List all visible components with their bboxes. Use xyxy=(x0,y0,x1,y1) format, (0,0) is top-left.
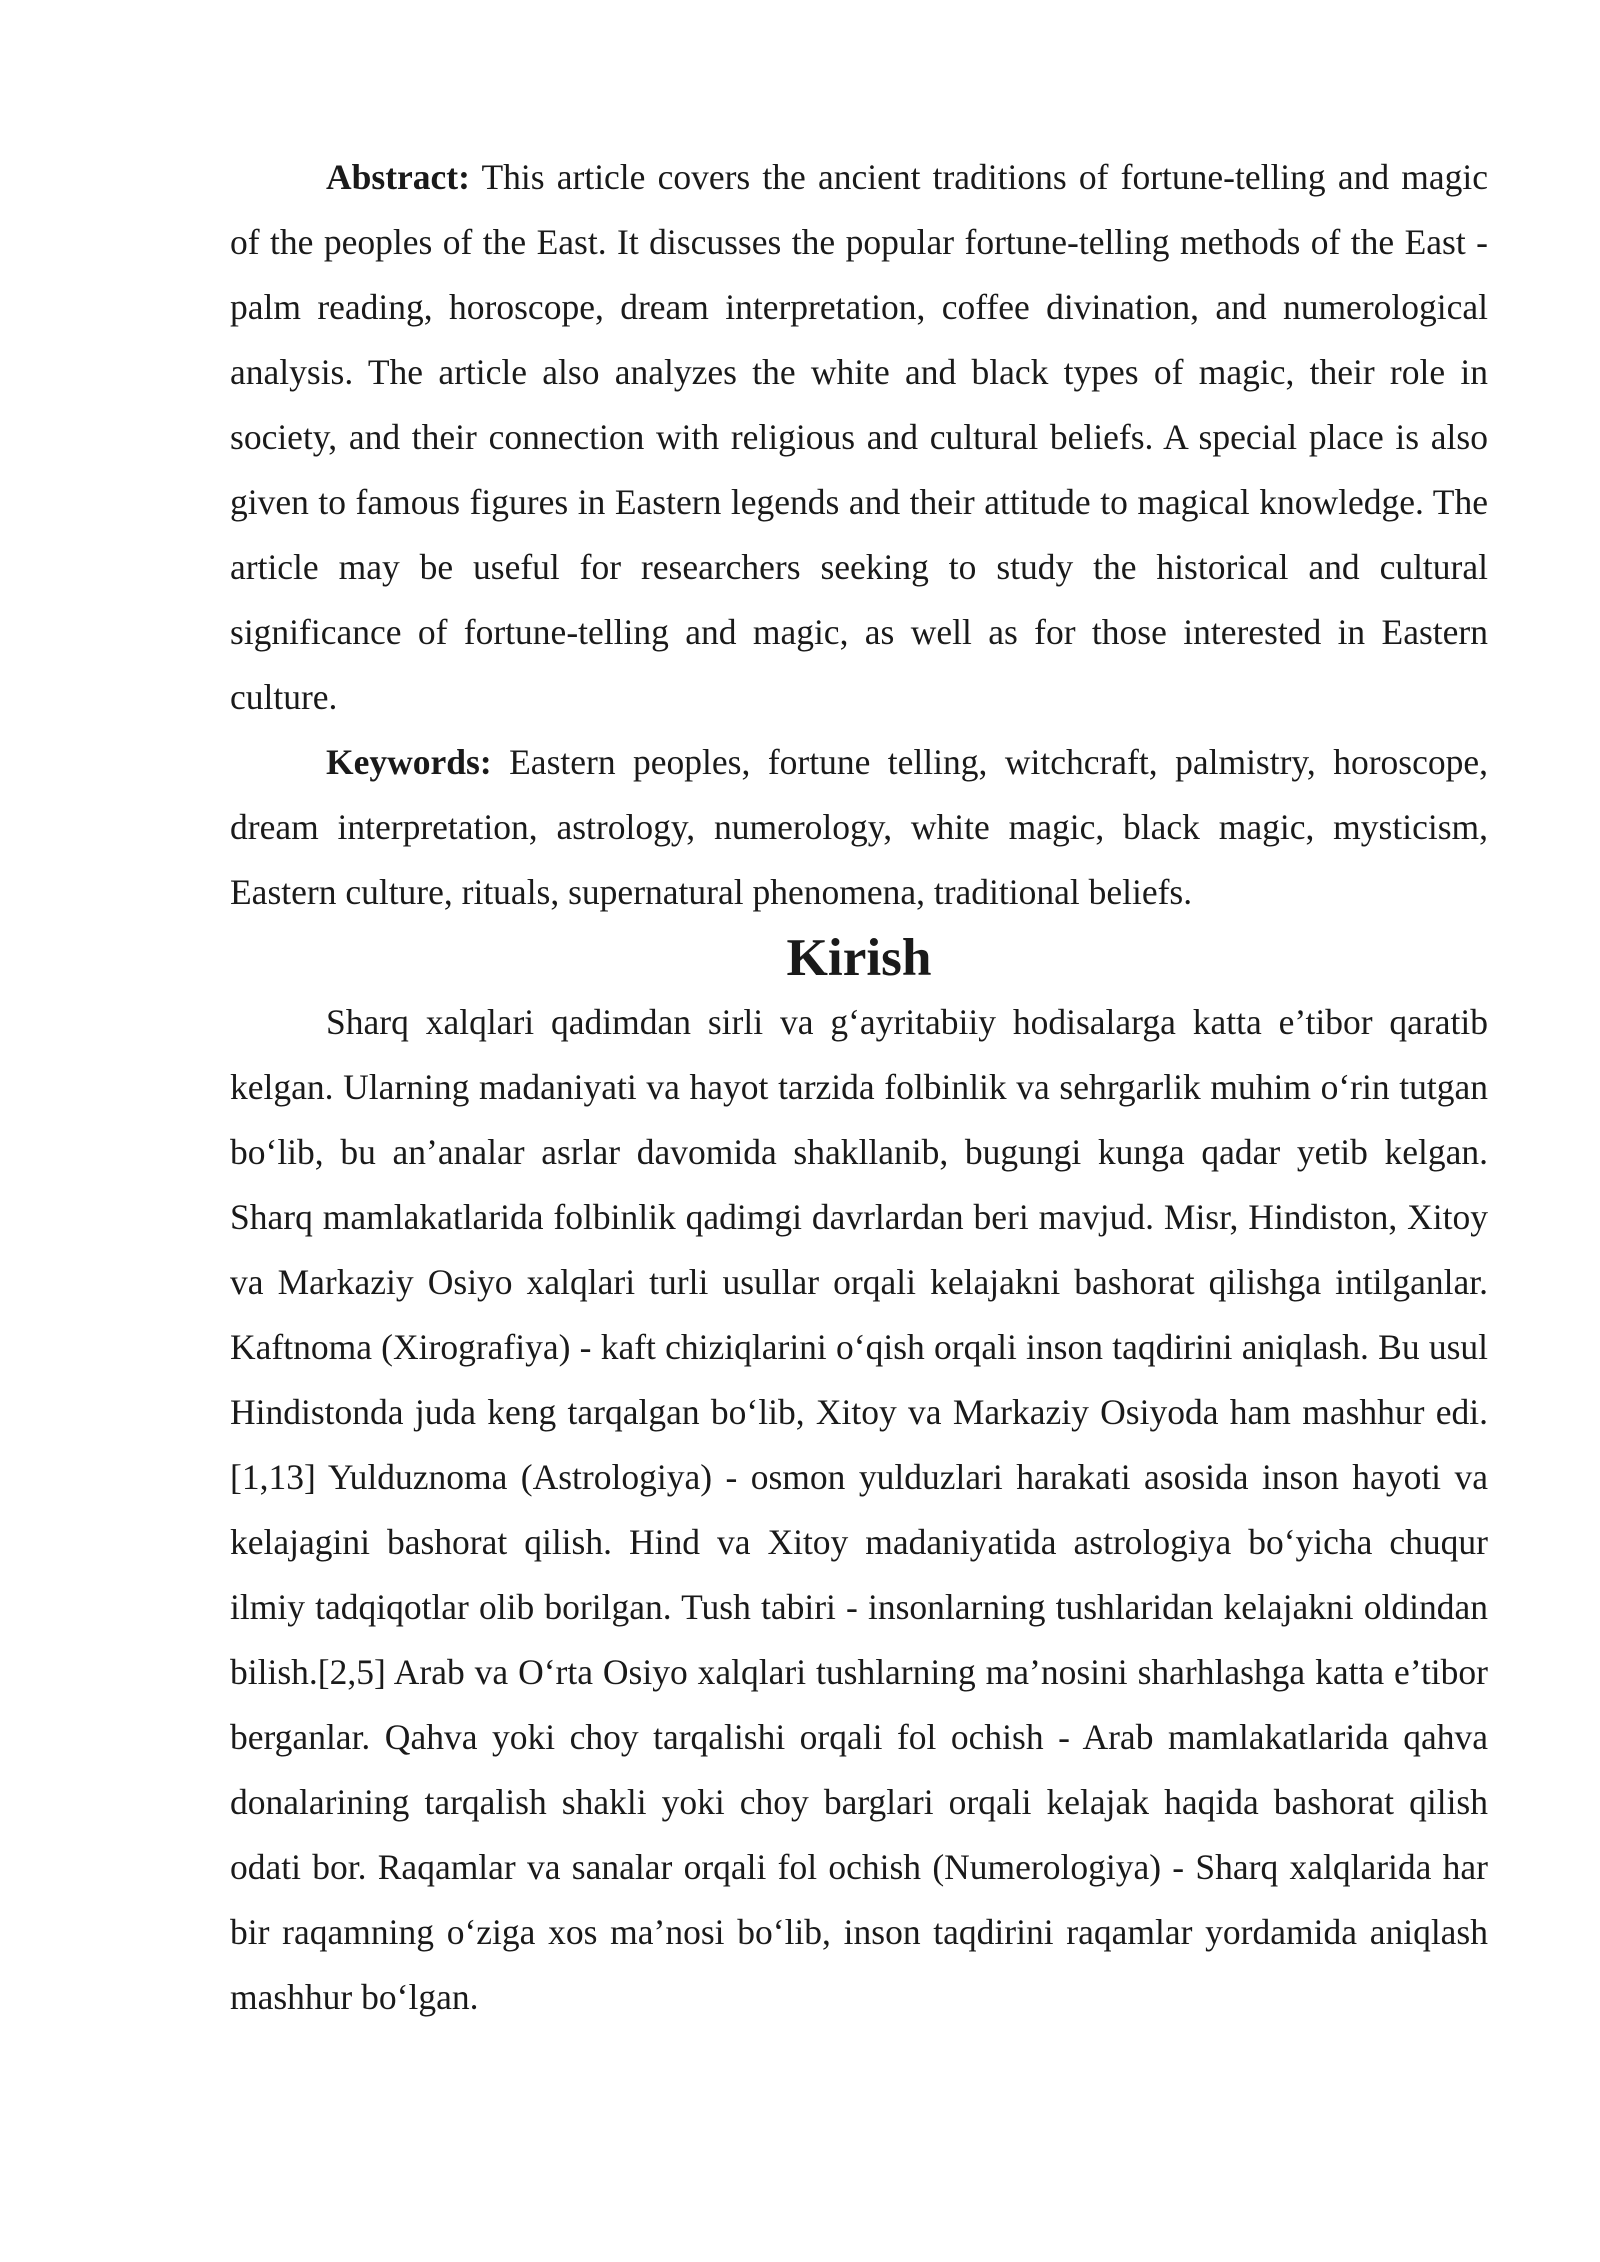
document-page xyxy=(230,145,1488,2030)
abstract-text: This article covers the ancient traditions of fortune-telling and magic of the peoples of the East. It discusses the popular fortune-telling methods of the East - palm reading, horoscope, dream interpretation, coffee divination, and numerological analysis. The article also analyzes the white and black types of magic, their role in society, and their connection with religious and cultural beliefs. A special place is also given to famous figures in Eastern legends and their attitude to magical knowledge. The article may be useful for researchers seeking to study the historical and cultural significance of fortune-telling and magic, as well as for those interested in Eastern culture. xyxy=(230,157,1488,717)
section-heading-introduction: Kirish xyxy=(786,928,932,987)
keywords-paragraph xyxy=(230,730,1488,925)
keywords-label: Keywords: xyxy=(326,742,492,782)
keywords-text: Eastern peoples, fortune telling, witchcraft, palmistry, horoscope, dream interpretation, astrology, numerology, white magic, black magic, mysticism, Eastern culture, rituals, supernatural phenomena, traditional beliefs. xyxy=(230,742,1488,912)
abstract-label: Abstract: xyxy=(326,157,470,197)
introduction-paragraph: Sharq xalqlari qadimdan sirli va g‘ayritabiiy hodisalarga katta e’tibor qaratib kelgan. Ularning madaniyati va hayot tarzida folbinlik va sehrgarlik muhim o‘rin tutgan bo‘lib, bu an’analar asrlar davomida shakllanib, bugungi kunga qadar yetib kelgan. Sharq mamlakatlarida folbinlik qadimgi davrlardan beri mavjud. Misr, Hindiston, Xitoy va Markaziy Osiyo xalqlari turli usullar orqali kelajakni bashorat qilishga intilganlar. Kaftnoma (Xirografiya) - kaft chiziqlarini o‘qish orqali inson taqdirini aniqlash. Bu usul Hindistonda juda keng tarqalgan bo‘lib, Xitoy va Markaziy Osiyoda ham mashhur edi.[1,13] Yulduznoma (Astrologiya) - osmon yulduzlari harakati asosida inson hayoti va kelajagini bashorat qilish. Hind va Xitoy madaniyatida astrologiya bo‘yicha chuqur ilmiy tadqiqotlar olib borilgan. Tush tabiri - insonlarning tushlaridan kelajakni oldindan bilish.[2,5] Arab va O‘rta Osiyo xalqlari tushlarning ma’nosini sharhlashga katta e’tibor berganlar. Qahva yoki choy tarqalishi orqali fol ochish - Arab mamlakatlarida qahva donalarining tarqalish shakli yoki choy barglari orqali kelajak haqida bashorat qilish odati bor. Raqamlar va sanalar orqali fol ochish (Numerologiya) - Sharq xalqlarida har bir raqamning o‘ziga xos ma’nosi bo‘lib, inson taqdirini raqamlar yordamida aniqlash mashhur bo‘lgan. xyxy=(230,1002,1488,2017)
abstract-paragraph xyxy=(230,145,1488,730)
